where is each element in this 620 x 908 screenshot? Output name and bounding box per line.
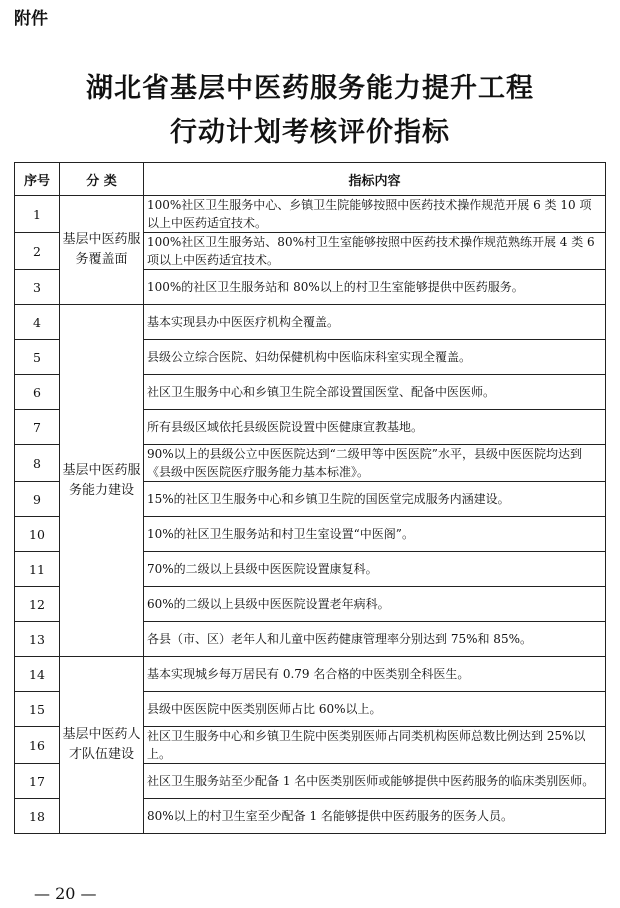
row-content: 县级公立综合医院、妇幼保健机构中医临床科室实现全覆盖。 <box>144 340 606 375</box>
table-row <box>15 657 606 692</box>
attachment-label: 附件 <box>14 9 48 29</box>
category-cell: 基层中医药服务覆盖面 <box>60 196 144 305</box>
row-num: 7 <box>15 410 60 445</box>
row-num: 1 <box>15 196 60 233</box>
category-cell: 基层中医药服务能力建设 <box>60 305 144 657</box>
row-content: 60%的二级以上县级中医医院设置老年病科。 <box>144 587 606 622</box>
row-content: 县级中医医院中医类别医师占比 60%以上。 <box>144 692 606 727</box>
row-content: 100%的社区卫生服务站和 80%以上的村卫生室能够提供中医药服务。 <box>144 270 606 305</box>
row-num: 2 <box>15 233 60 270</box>
header-content: 指标内容 <box>144 163 606 196</box>
row-num: 6 <box>15 375 60 410</box>
table-row <box>15 305 606 340</box>
row-content: 社区卫生服务站至少配备 1 名中医类别医师或能够提供中医药服务的临床类别医师。 <box>144 764 606 799</box>
row-num: 12 <box>15 587 60 622</box>
row-content: 基本实现县办中医医疗机构全覆盖。 <box>144 305 606 340</box>
header-category: 分 类 <box>60 163 144 196</box>
row-num: 10 <box>15 517 60 552</box>
table-header-row <box>15 163 606 196</box>
row-num: 3 <box>15 270 60 305</box>
table-row <box>15 196 606 233</box>
page-number: — 20 — <box>34 884 97 903</box>
row-num: 16 <box>15 727 60 764</box>
indicator-table <box>14 162 606 834</box>
header-num: 序号 <box>15 163 60 196</box>
row-content: 社区卫生服务中心和乡镇卫生院全部设置国医堂、配备中医医师。 <box>144 375 606 410</box>
row-content: 70%的二级以上县级中医医院设置康复科。 <box>144 552 606 587</box>
row-num: 14 <box>15 657 60 692</box>
row-content: 15%的社区卫生服务中心和乡镇卫生院的国医堂完成服务内涵建设。 <box>144 482 606 517</box>
row-content: 社区卫生服务中心和乡镇卫生院中医类别医师占同类机构医师总数比例达到 25%以上。 <box>144 727 606 764</box>
row-content: 90%以上的县级公立中医医院达到“二级甲等中医医院”水平，县级中医医院均达到《县级中医医院医疗服务能力基本标准》。 <box>144 445 606 482</box>
row-num: 4 <box>15 305 60 340</box>
row-content: 基本实现城乡每万居民有 0.79 名合格的中医类别全科医生。 <box>144 657 606 692</box>
row-num: 11 <box>15 552 60 587</box>
row-content: 各县（市、区）老年人和儿童中医药健康管理率分别达到 75%和 85%。 <box>144 622 606 657</box>
row-num: 5 <box>15 340 60 375</box>
row-num: 8 <box>15 445 60 482</box>
row-num: 17 <box>15 764 60 799</box>
row-num: 9 <box>15 482 60 517</box>
row-num: 13 <box>15 622 60 657</box>
row-content: 100%社区卫生服务站、80%村卫生室能够按照中医药技术操作规范熟练开展 4 类 6 项以上中医药适宜技术。 <box>144 233 606 270</box>
row-content: 所有县级区域依托县级医院设置中医健康宣教基地。 <box>144 410 606 445</box>
row-num: 15 <box>15 692 60 727</box>
category-cell: 基层中医药人才队伍建设 <box>60 657 144 834</box>
row-content: 100%社区卫生服务中心、乡镇卫生院能够按照中医药技术操作规范开展 6 类 10 项以上中医药适宜技术。 <box>144 196 606 233</box>
row-content: 10%的社区卫生服务站和村卫生室设置“中医阁”。 <box>144 517 606 552</box>
page-subtitle: 行动计划考核评价指标 <box>170 117 450 148</box>
row-num: 18 <box>15 799 60 834</box>
row-content: 80%以上的村卫生室至少配备 1 名能够提供中医药服务的医务人员。 <box>144 799 606 834</box>
page-title: 湖北省基层中医药服务能力提升工程 <box>86 73 534 104</box>
